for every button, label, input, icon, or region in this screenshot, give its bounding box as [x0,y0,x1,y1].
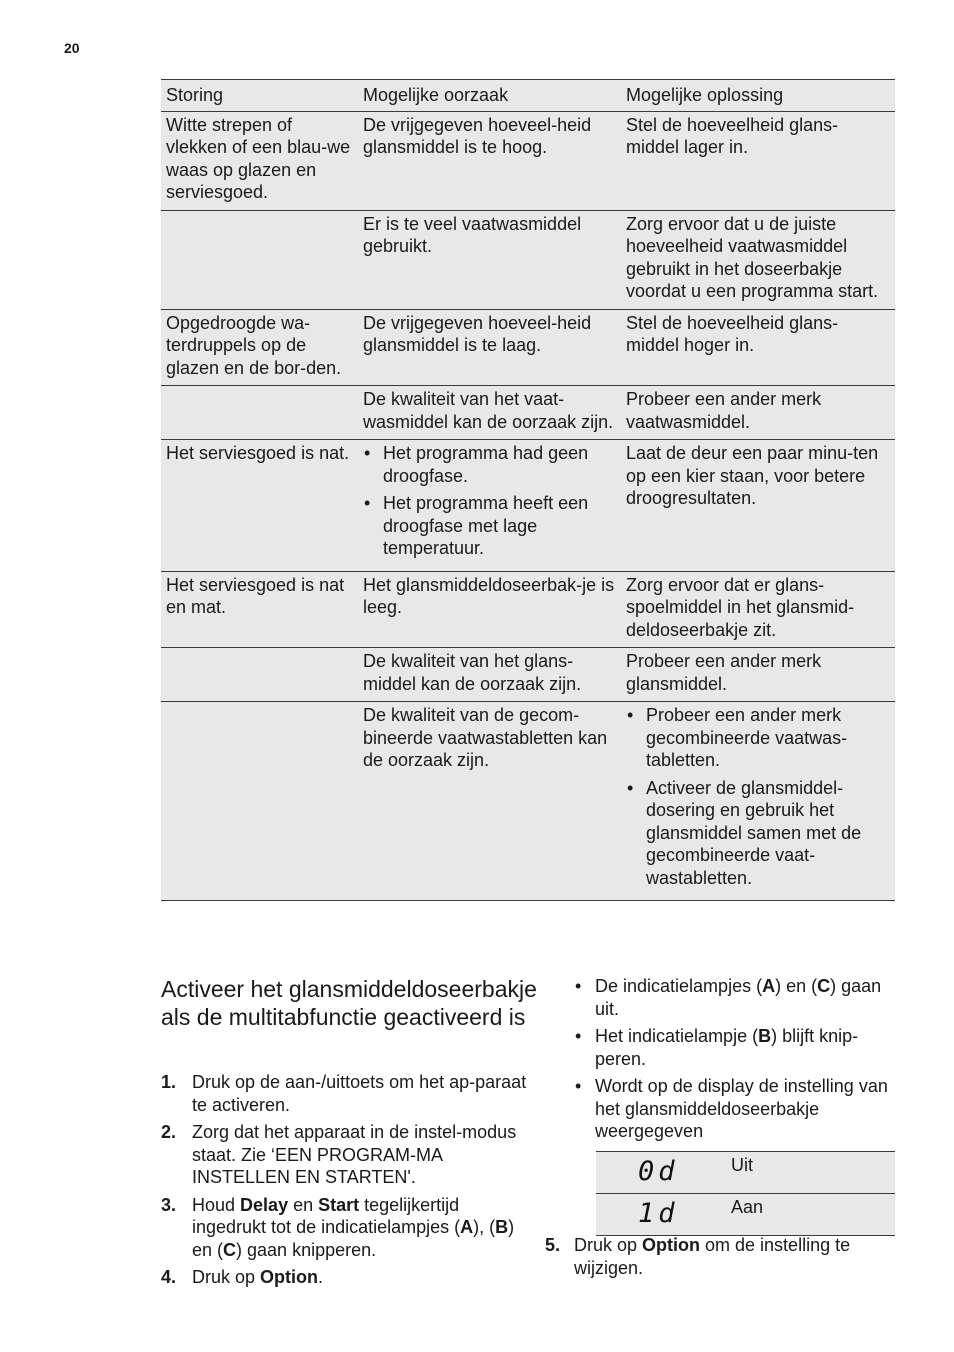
cell-oorzaak: De kwaliteit van de gecom-bineerde vaatwastabletten kan de oorzaak zijn. [358,702,621,901]
cell-oplossing: Zorg ervoor dat er glans-spoelmiddel in het glansmid-deldoseerbakje zit. [621,571,895,648]
step-item [161,1071,531,1116]
bullet-item [573,975,895,1020]
page-number: 20 [64,40,80,56]
step-item [545,1234,895,1279]
text-segment: De indicatielampjes ( [595,976,763,996]
text-segment: Druk op de aan-/uittoets om het ap-paraat te activeren. [192,1072,527,1115]
cell-oorzaak: De vrijgegeven hoeveel-heid glansmiddel is te hoog. [358,111,621,210]
cell-storing: Het serviesgoed is nat. [161,440,358,572]
display-settings-body [596,1152,895,1236]
step-number: 1. [161,1072,177,1092]
step-text [192,1072,526,1115]
cell-oorzaak: De kwaliteit van het glans-middel kan de oorzaak zijn. [358,648,621,702]
cause-item: • Het programma heeft een droogfase met lage temperatuur. [363,492,615,560]
text-segment: Het indicatielampje ( [595,1026,759,1046]
troubleshooting-table [161,79,895,901]
table-row [161,440,895,572]
cell-oplossing: Stel de hoeveelheid glans-middel lager in. [621,111,895,210]
text-segment: om de instelling te wijzigen. [574,1235,851,1278]
section-title: Activeer het glansmiddeldoseerbakje als de multitabfunctie geactiveerd is [161,976,537,1030]
step-number: 3. [161,1194,177,1215]
text-segment: en [288,1194,319,1215]
display-code: 0d [596,1152,731,1194]
bold-term: B [758,1026,772,1046]
text-segment: ) en ( [775,976,818,996]
cell-oplossing: Zorg ervoor dat u de juiste hoeveelheid vaatwasmiddel gebruikt in het doseerbakje voordat u een programma start. [621,210,895,309]
bold-term: Delay [240,1194,289,1215]
step-text [192,1195,514,1260]
text-segment: . [318,1267,324,1287]
display-settings-table [596,1151,895,1236]
cell-oorzaak: De vrijgegeven hoeveel-heid glansmiddel is te laag. [358,309,621,386]
text-segment: ) blijft knip-peren. [595,1026,859,1069]
bold-term: Option [642,1235,701,1255]
bullet-item [573,1025,895,1070]
text-segment: ), ( [473,1217,496,1237]
cell-oorzaak: Het glansmiddeldoseerbak-je is leeg. [358,571,621,648]
text-segment: ) gaan uit. [595,976,882,1019]
step-5-list [545,1234,895,1279]
column-header-oplossing: Mogelijke oplossing [621,80,895,112]
bullet-item [573,1075,895,1143]
step-text [192,1122,516,1187]
table-row [161,111,895,210]
cell-storing [161,702,358,901]
solution-item: • Activeer de glansmiddel-dosering en gebruik het glansmiddel samen met de gecombineerde vaat-wastabletten. [626,777,889,890]
result-bullet-list [573,975,895,1143]
bold-term: B [495,1217,509,1237]
table-row [161,309,895,386]
table-row [161,702,895,901]
cell-oorzaak: Er is te veel vaatwasmiddel gebruikt. [358,210,621,309]
text-segment: Druk op [574,1235,643,1255]
step-number: 4. [161,1267,177,1287]
column-header-storing: Storing [161,80,358,112]
text-segment: Zorg dat het apparaat in de instel-modus staat. Zie ‘EEN PROGRAM-MA INSTELLEN EN STARTEN'. [192,1122,517,1187]
cell-oplossing: Probeer een ander merk glansmiddel. [621,648,895,702]
text-segment: ) en ( [192,1217,515,1260]
steps-list [161,1071,531,1294]
step-text [192,1267,323,1287]
display-label: Aan [731,1194,895,1236]
table-row [161,386,895,440]
display-code: 1d [596,1194,731,1236]
table-header-row [161,80,895,112]
table-row [161,571,895,648]
text-segment: Houd [192,1194,241,1215]
step-item [161,1194,531,1262]
cell-storing: Het serviesgoed is nat en mat. [161,571,358,648]
cell-oplossing: Probeer een ander merk vaatwasmiddel. [621,386,895,440]
text-segment: Druk op [192,1267,261,1287]
display-setting-row [596,1194,895,1236]
bold-term: C [223,1239,237,1260]
step-text [574,1235,850,1278]
cell-oplossing: Stel de hoeveelheid glans-middel hoger in. [621,309,895,386]
bold-term: C [817,976,831,996]
text-segment: tegelijkertijd ingedrukt tot de indicatielampjes ( [192,1194,461,1237]
bold-term: A [460,1217,474,1237]
step-item [161,1266,531,1289]
bold-term: A [762,976,776,996]
display-setting-row [596,1152,895,1194]
cause-list [363,442,615,560]
table-row [161,210,895,309]
cell-storing: Opgedroogde wa-terdruppels op de glazen en de bor-den. [161,309,358,386]
bold-term: Option [260,1267,319,1287]
solution-item: • Probeer een ander merk gecombineerde vaatwas-tabletten. [626,704,889,772]
text-segment: Wordt op de display de instelling van het glansmiddeldoseerbakje weergegeven [595,1076,888,1141]
cell-oplossing [621,702,895,901]
cause-item: • Het programma had geen droogfase. [363,442,615,487]
step-number: 5. [545,1235,561,1255]
cell-oorzaak [358,440,621,572]
cell-oplossing: Laat de deur een paar minu-ten op een kier staan, voor betere droogresultaten. [621,440,895,572]
cell-storing [161,210,358,309]
table-body [161,111,895,901]
text-segment: ) gaan knipperen. [236,1239,377,1260]
display-label: Uit [731,1152,895,1194]
cell-storing: Witte strepen of vlekken of een blau-we waas op glazen en serviesgoed. [161,111,358,210]
table-row [161,648,895,702]
cell-oorzaak: De kwaliteit van het vaat-wasmiddel kan de oorzaak zijn. [358,386,621,440]
bold-term: Start [318,1194,360,1215]
step-number: 2. [161,1122,177,1142]
cell-storing [161,386,358,440]
solution-list [626,704,889,889]
column-header-oorzaak: Mogelijke oorzaak [358,80,621,112]
cell-storing [161,648,358,702]
right-column [573,975,895,1148]
step-item [161,1121,531,1189]
